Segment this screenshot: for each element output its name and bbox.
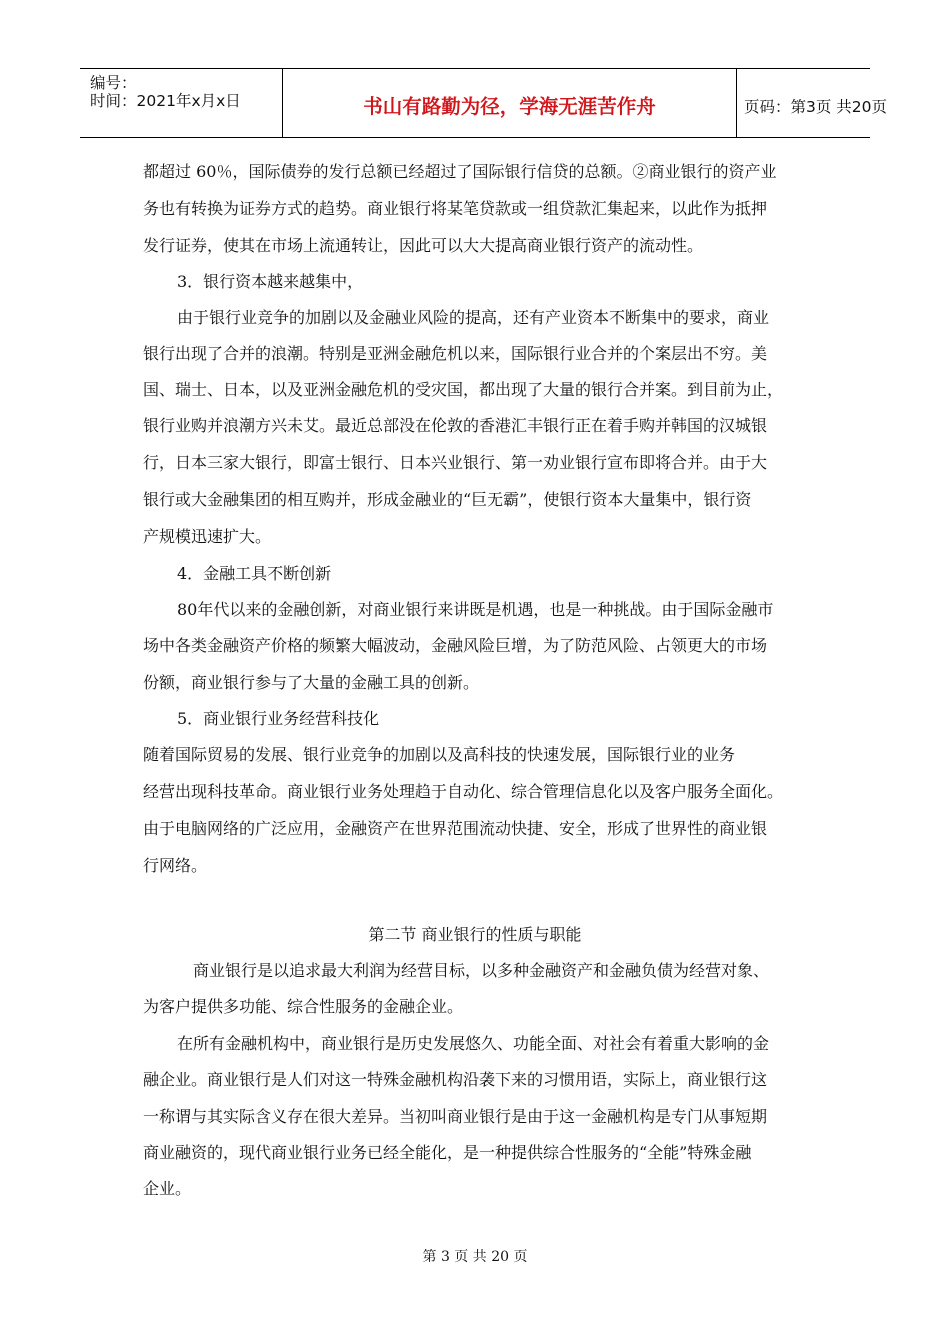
body-line: 产规模迅速扩大。 — [143, 527, 272, 546]
body-line: 企业。 — [143, 1179, 192, 1198]
body-line: 在所有金融机构中，商业银行是历史发展悠久、功能全面、对社会有着重大影响的金 — [177, 1034, 770, 1053]
body-line: 经营出现科技革命。商业银行业务处理趋于自动化、综合管理信息化以及客户服务全面化。 — [143, 782, 784, 801]
body-line: 份额，商业银行参与了大量的金融工具的创新。 — [143, 673, 480, 692]
section-heading: 第二节 商业银行的性质与职能 — [368, 925, 582, 944]
body-line: 融企业。商业银行是人们对这一特殊金融机构沿袭下来的习惯用语，实际上，商业银行这 — [143, 1070, 768, 1089]
list-heading-4: 4．金融工具不断创新 — [177, 564, 332, 583]
date-line: 时间：2021年x月x日 — [90, 92, 241, 110]
body-line: 国、瑞士、日本，以及亚洲金融危机的受灾国，都出现了大量的银行合并案。到目前为止， — [143, 380, 784, 399]
header-left-cell — [80, 69, 282, 137]
body-line: 由于电脑网络的广泛应用，金融资产在世界范围流动快捷、安全，形成了世界性的商业银 — [143, 819, 768, 838]
body-line: 银行业购并浪潮方兴未艾。最近总部没在伦敦的香港汇丰银行正在着手购并韩国的汉城银 — [143, 416, 768, 435]
body-line: 商业融资的，现代商业银行业务已经全能化，是一种提供综合性服务的“全能”特殊金融 — [143, 1143, 752, 1162]
body-line: 80年代以来的金融创新，对商业银行来讲既是机遇，也是一种挑战。由于国际金融市 — [177, 600, 774, 619]
body-line: 银行出现了合并的浪潮。特别是亚洲金融危机以来，国际银行业合并的个案层出不穷。美 — [143, 344, 768, 363]
page-header — [80, 68, 888, 138]
page-footer: 第 3 页 共 20 页 — [422, 1249, 528, 1265]
body-line: 场中各类金融资产价格的频繁大幅波动，金融风险巨增，为了防范风险、占领更大的市场 — [143, 636, 768, 655]
header-motto-cell — [282, 69, 737, 137]
body-line: 行，日本三家大银行，即富士银行、日本兴业银行、第一劝业银行宣布即将合并。由于大 — [143, 453, 768, 472]
list-heading-3: 3．银行资本越来越集中， — [177, 272, 364, 291]
body-line: 一称谓与其实际含义存在很大差异。当初叫商业银行是由于这一金融机构是专门从事短期 — [143, 1107, 768, 1126]
body-line: 行网络。 — [143, 856, 208, 875]
doc-number-label: 编号： — [90, 74, 137, 92]
body-line: 为客户提供多功能、综合性服务的金融企业。 — [143, 997, 464, 1016]
body-line: 银行或大金融集团的相互购并，形成金融业的“巨无霸”，使银行资本大量集中，银行资 — [143, 490, 752, 509]
body-line: 发行证券，使其在市场上流通转让，因此可以大大提高商业银行资产的流动性。 — [143, 236, 704, 255]
body-line: 由于银行业竞争的加剧以及金融业风险的提高，还有产业资本不断集中的要求，商业 — [177, 308, 770, 327]
list-heading-5: 5．商业银行业务经营科技化 — [177, 709, 380, 728]
body-line: 都超过 60％，国际债券的发行总额已经超过了国际银行信贷的总额。②商业银行的资产业 — [143, 162, 777, 181]
header-page-info: 页码：第3页 共20页 — [744, 98, 888, 116]
motto-text: 书山有路勤为径，学海无涯苦作舟 — [363, 95, 656, 118]
body-line: 随着国际贸易的发展、银行业竞争的加剧以及高科技的快速发展，国际银行业的业务 — [143, 745, 736, 764]
body-line: 务也有转换为证券方式的趋势。商业银行将某笔贷款或一组贷款汇集起来，以此作为抵押 — [143, 199, 768, 218]
header-right-cell — [736, 69, 888, 137]
body-line: 商业银行是以追求最大利润为经营目标，以多种金融资产和金融负债为经营对象、 — [193, 961, 770, 980]
